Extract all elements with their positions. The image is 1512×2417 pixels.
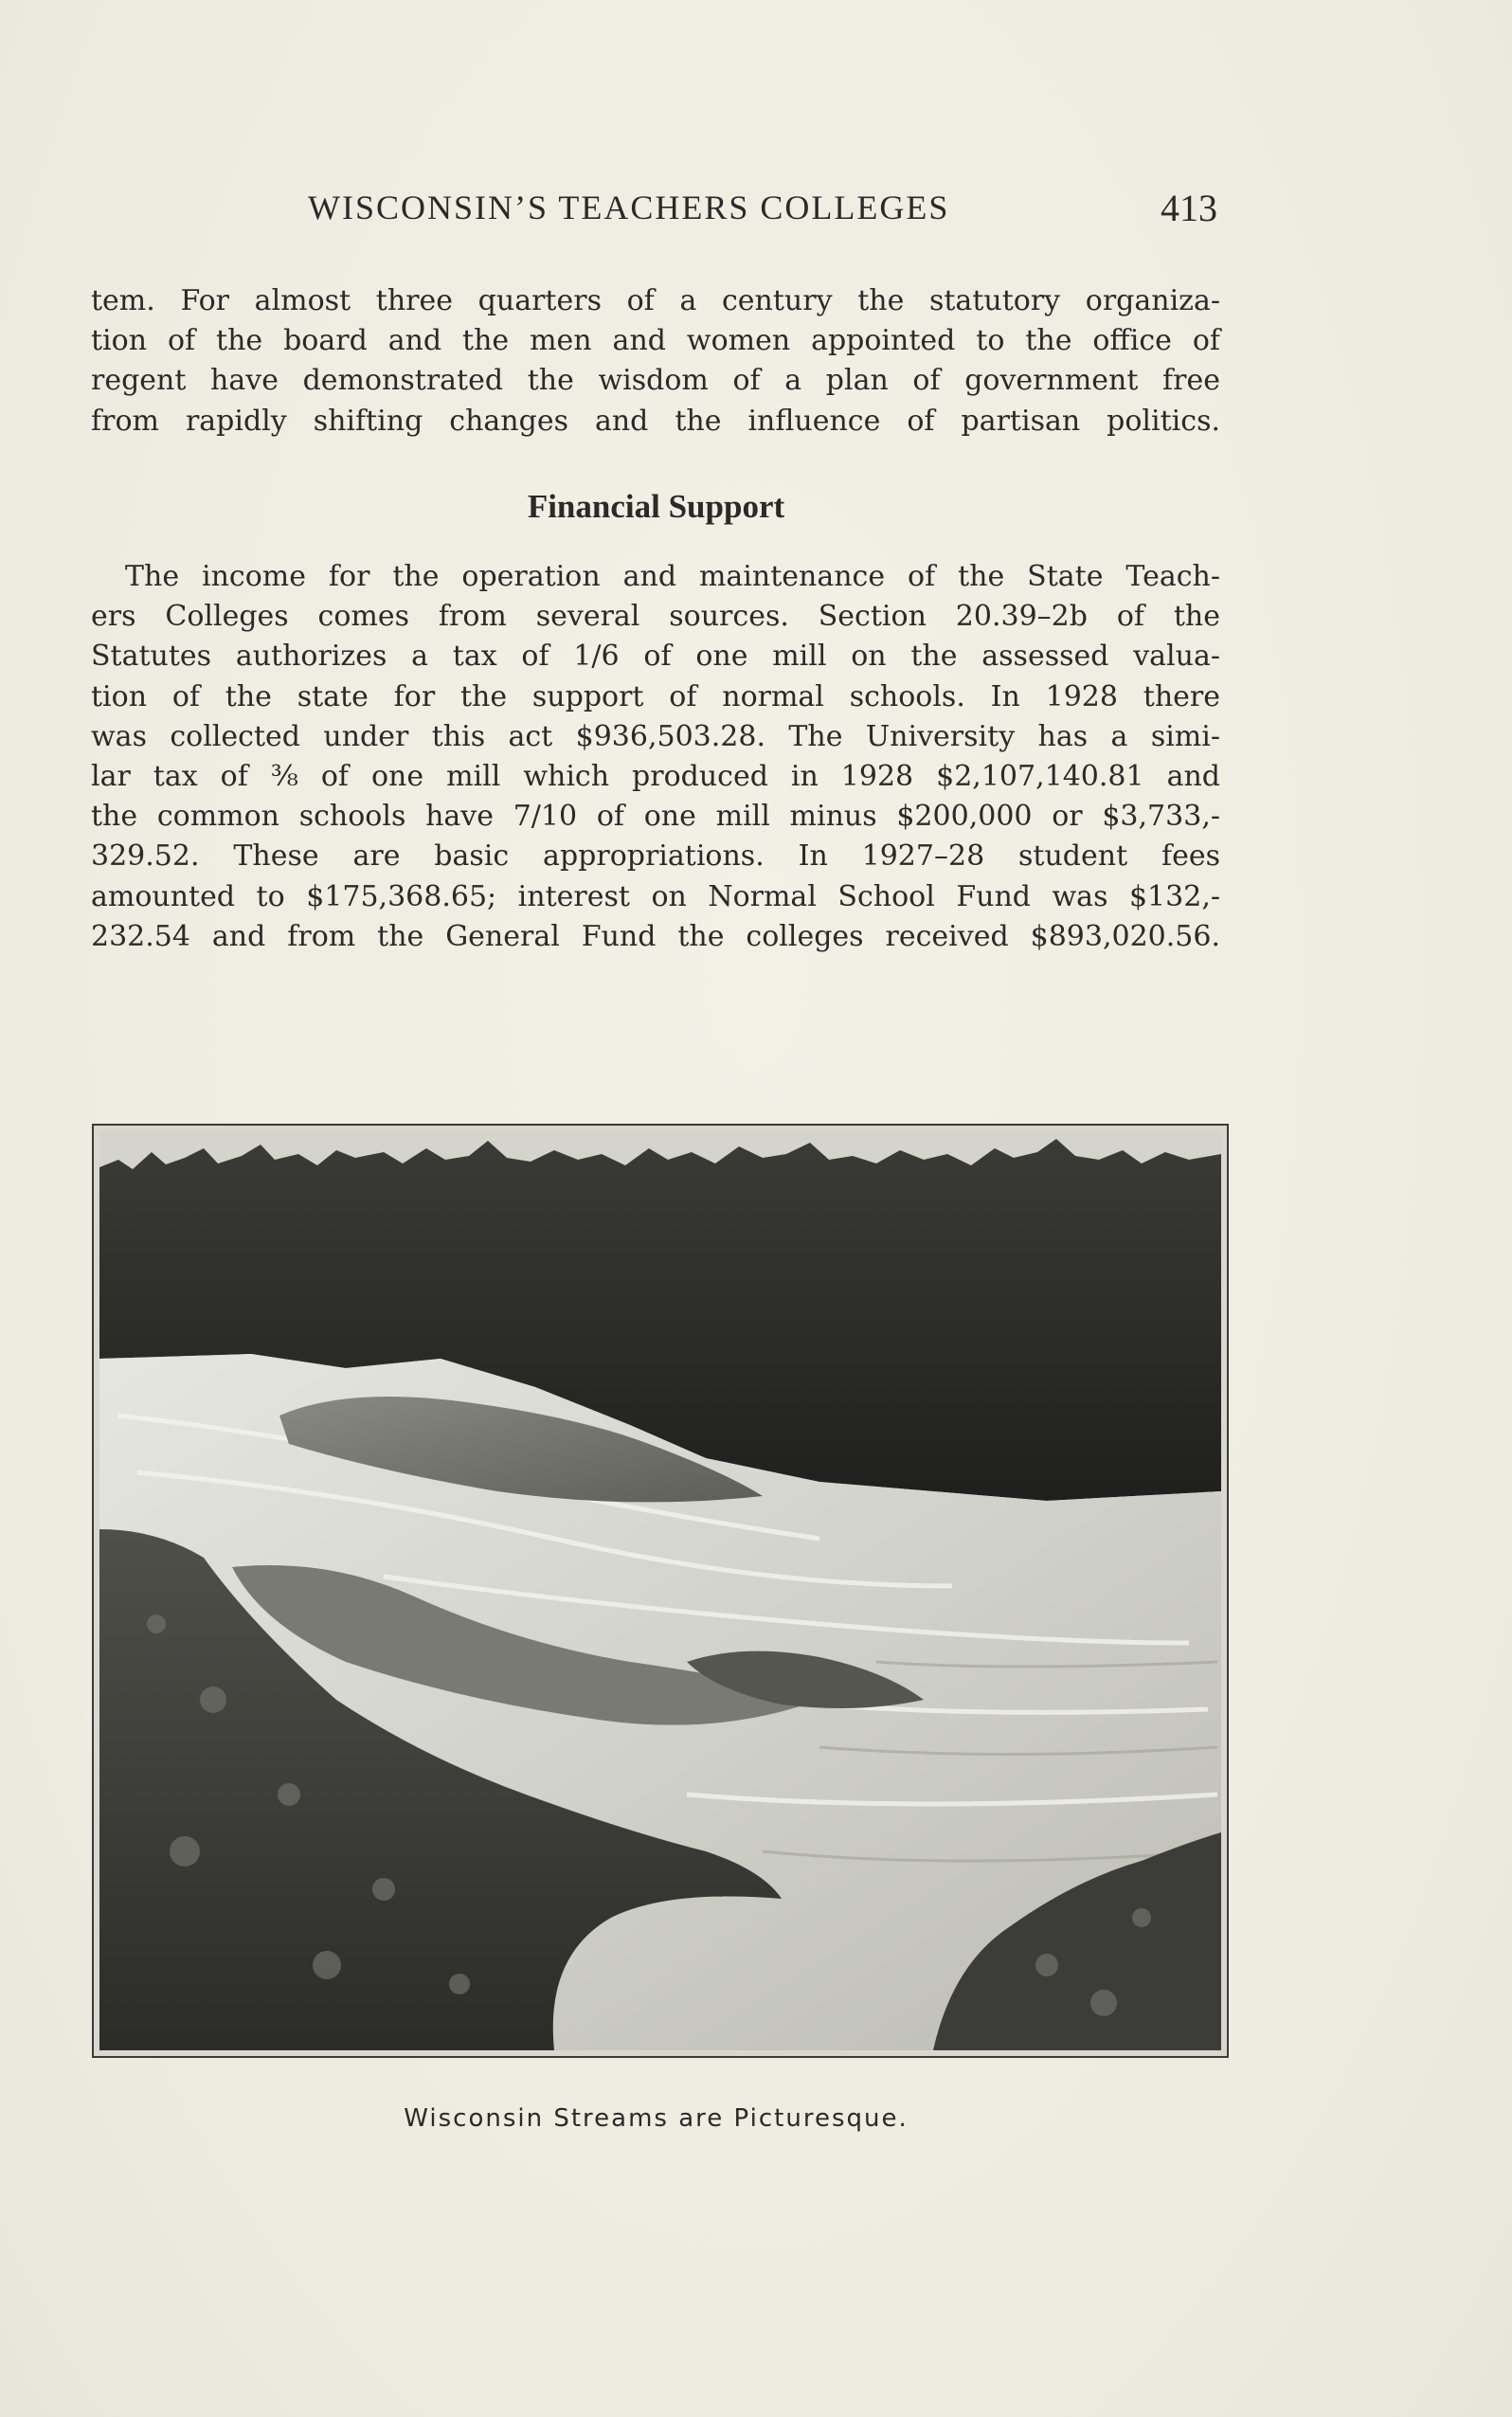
paragraph-line: 232.54 and from the General Fund the colleges received $893,020.56. <box>91 919 1220 953</box>
paragraph-line: was collected under this act $936,503.28. The University has a simi- <box>91 719 1220 753</box>
paragraph-line: tion of the board and the men and women appointed to the office of <box>91 324 1220 358</box>
paragraph-line: ers Colleges comes from several sources. Section 20.39–2b of the <box>91 600 1220 634</box>
paragraph-financial-support <box>91 557 1220 957</box>
photo-stream-rapids <box>92 1124 1229 2058</box>
photo-illustration <box>99 1131 1221 2050</box>
paragraph-line: Statutes authorizes a tax of 1/6 of one mill on the assessed valua- <box>91 640 1220 674</box>
paragraph-line: The income for the operation and maintenance of the State Teach- <box>125 560 1220 593</box>
paragraph-line: 329.52. These are basic appropriations. In 1927–28 student fees <box>91 839 1220 874</box>
paragraph-line: regent have demonstrated the wisdom of a plan of government free <box>91 364 1220 398</box>
paragraph-line: tion of the state for the support of normal schools. In 1928 there <box>91 679 1220 713</box>
paragraph-line: tem. For almost three quarters of a century the statutory organiza- <box>91 284 1220 317</box>
figure-caption: Wisconsin Streams are Picturesque. <box>404 2104 909 2133</box>
page-number: 413 <box>1161 187 1217 229</box>
paragraph-line: lar tax of ⅜ of one mill which produced in 1928 $2,107,140.81 and <box>91 760 1220 794</box>
paragraph-line: amounted to $175,368.65; interest on Normal School Fund was $132,- <box>91 879 1220 913</box>
running-title: WISCONSIN’S TEACHERS COLLEGES <box>308 189 950 226</box>
paragraph-line: the common schools have 7/10 of one mill minus $200,000 or $3,733,- <box>91 800 1220 834</box>
paragraph-line: from rapidly shifting changes and the influence of partisan politics. <box>91 404 1220 438</box>
running-head <box>308 188 1217 235</box>
section-heading: Financial Support <box>527 488 785 525</box>
paragraph-governance <box>91 281 1220 442</box>
